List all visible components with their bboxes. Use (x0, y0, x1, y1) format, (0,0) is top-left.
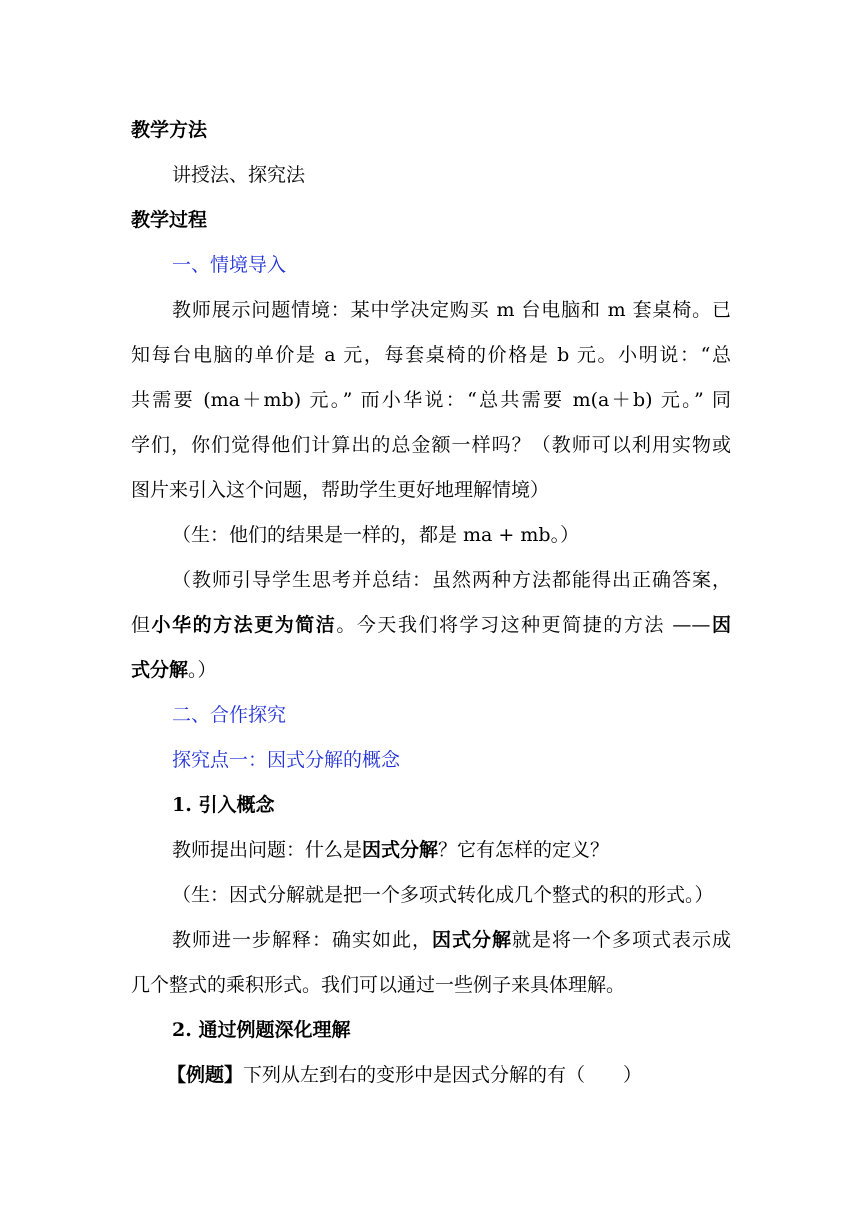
summary-text-end: 。） (188, 659, 217, 681)
explain-text-a: 教师进一步解释：确实如此， (172, 929, 432, 951)
process-heading: 教学过程 (131, 209, 208, 231)
q1-bold: 因式分解 (362, 839, 439, 861)
part1-line5: 图片来引入这个问题，帮助学生更好地理解情境） (131, 479, 550, 501)
explain-line2: 几个整式的乘积形式。我们可以通过一些例子来具体理解。 (131, 974, 626, 996)
part1-line3: 共需要 (ma＋mb) 元。” 而小华说：“总共需要 m(a＋b) 元。” 同 (131, 389, 731, 411)
q1-text-a: 教师提出问题：什么是 (172, 839, 363, 861)
teacher-summary-line3 (131, 648, 731, 693)
summary-text-a: 但 (131, 614, 152, 636)
method-text: 讲授法、探究法 (172, 164, 306, 186)
part2-heading: 二、合作探究 (172, 704, 287, 726)
student-answer-2: （生：因式分解就是把一个多项式转化成几个整式的积的形式。） (172, 884, 714, 906)
example-label: 【例题】 (167, 1064, 244, 1086)
part1-line1: 教师展示问题情境：某中学决定购买 m 台电脑和 m 套桌椅。已 (172, 299, 731, 321)
explain-line1 (131, 918, 731, 963)
q1-text-b: ？它有怎样的定义？ (438, 839, 610, 861)
part1-heading: 一、情境导入 (172, 254, 287, 276)
explain-text-b: 就是将一个多项式表示成 (511, 929, 731, 951)
example-line (131, 1053, 731, 1098)
summary-bold-yin: 因 (710, 614, 731, 636)
summary-text-b: 。今天我们将学习这种更简捷的方法 —— (336, 614, 711, 636)
part1-line2: 知每台电脑的单价是 a 元，每套桌椅的价格是 b 元。小明说：“总 (131, 344, 731, 366)
summary-bold-simple: 小华的方法更为简洁 (151, 614, 337, 636)
explain-bold: 因式分解 (431, 929, 512, 951)
part1-line4: 学们，你们觉得他们计算出的总金额一样吗？（教师可以利用实物或 (131, 434, 731, 456)
example-text: 下列从左到右的变形中是因式分解的有（ ） (243, 1064, 643, 1086)
question-1 (131, 828, 731, 873)
point1-heading: 探究点一：因式分解的概念 (172, 749, 401, 771)
method-heading: 教学方法 (131, 119, 208, 141)
step2-heading: 2. 通过例题深化理解 (172, 1019, 351, 1041)
teacher-summary-line1: （教师引导学生思考并总结：虽然两种方法都能得出正确答案， (172, 569, 731, 591)
step1-heading: 1. 引入概念 (172, 794, 275, 816)
teacher-summary-line2 (131, 603, 731, 648)
document-page (131, 108, 731, 1098)
student-answer-1: （生：他们的结果是一样的，都是 ma + mb。） (172, 524, 580, 546)
summary-bold-fenjie: 式分解 (131, 659, 189, 681)
